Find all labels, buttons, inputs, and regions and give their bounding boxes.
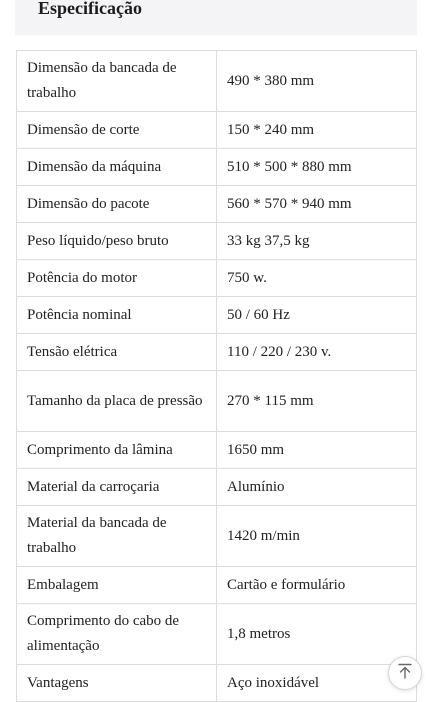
table-row [17,186,417,223]
table-row [17,506,417,567]
spec-label: Dimensão da máquina [17,149,217,186]
spec-value: 1420 m/min [217,506,417,567]
spec-label: Peso líquido/peso bruto [17,223,217,260]
table-row [17,432,417,469]
table-row [17,51,417,112]
table-row [17,604,417,665]
spec-value: 1650 mm [217,432,417,469]
spec-label: Embalagem [17,567,217,604]
table-row [17,665,417,702]
spec-value: 750 w. [217,260,417,297]
spec-table [16,50,417,702]
page-title: Especificação [38,0,142,18]
table-row [17,112,417,149]
spec-value: Aço inoxidável [217,665,417,702]
back-to-top-button[interactable] [388,656,422,690]
table-row [17,567,417,604]
spec-label: Comprimento do cabo de alimentação [17,604,217,665]
spec-label: Vantagens [17,665,217,702]
arrow-up-to-line-icon [396,662,414,685]
spec-value: 510 * 500 * 880 mm [217,149,417,186]
spec-label: Dimensão da bancada de trabalho [17,51,217,112]
spec-label: Tamanho da placa de pressão [17,371,217,432]
spec-value: 270 * 115 mm [217,371,417,432]
table-row [17,260,417,297]
spec-label: Comprimento da lâmina [17,432,217,469]
spec-label: Dimensão do pacote [17,186,217,223]
table-row [17,297,417,334]
table-row [17,334,417,371]
section-header [15,0,417,35]
spec-label: Tensão elétrica [17,334,217,371]
table-row [17,149,417,186]
table-row [17,371,417,432]
spec-value: 33 kg 37,5 kg [217,223,417,260]
table-row [17,223,417,260]
spec-value: 50 / 60 Hz [217,297,417,334]
table-row [17,469,417,506]
spec-value: 560 * 570 * 940 mm [217,186,417,223]
spec-value: Cartão e formulário [217,567,417,604]
spec-label: Potência nominal [17,297,217,334]
spec-value: 490 * 380 mm [217,51,417,112]
spec-value: Alumínio [217,469,417,506]
spec-label: Material da carroçaria [17,469,217,506]
spec-label: Potência do motor [17,260,217,297]
spec-value: 150 * 240 mm [217,112,417,149]
spec-label: Dimensão de corte [17,112,217,149]
spec-label: Material da bancada de trabalho [17,506,217,567]
spec-value: 110 / 220 / 230 v. [217,334,417,371]
spec-value: 1,8 metros [217,604,417,665]
